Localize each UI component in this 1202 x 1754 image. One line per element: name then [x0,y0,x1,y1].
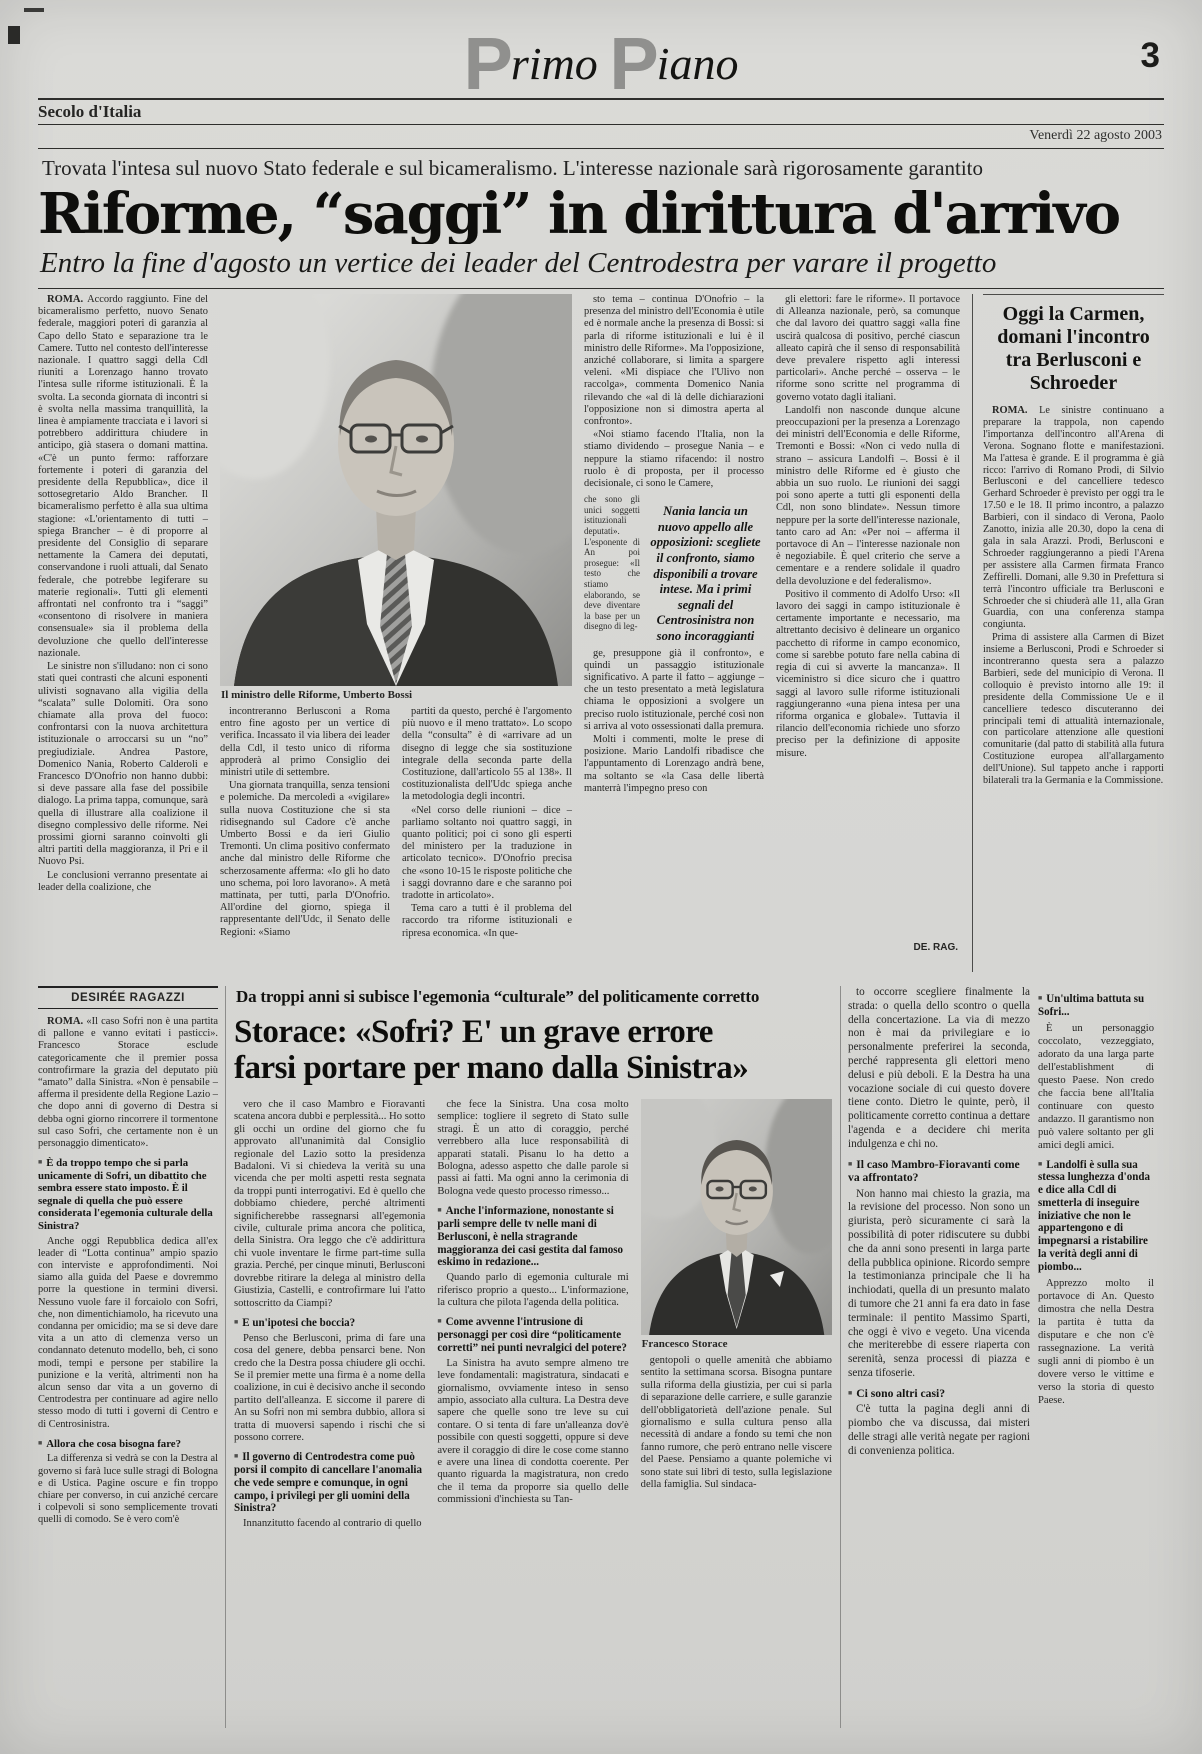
interview-left-text [38,1016,218,1716]
pull-quote: Nania lancia un nuovo appello alle opposizioni: scegliete il confronto, siamo disponibili a trovare intese. Ma i primi segnali del Centrosinistra non sono incoraggianti [650,504,761,643]
paragraph: ■ Un'ultima battuta su Sofri... [1038,992,1154,1019]
paragraph: ROMA. «Il caso Sofri non è una partita di pallone e vanno evitati i pasticci». Francesco Storace esclude categoricamente che il premier possa controfirmare la grazia del deputato più “amato” dalla Sinistra. «Non è pensabile – afferma il presidente della Regione Lazio – che dopo anni di governo di Destra si debba ogni giorno rincorrere il tormentone sul caso Sofri, che certamente non è un personaggio dimenticato». [38,1016,218,1150]
interview-byline: DESIRÉE RAGAZZI [38,986,218,1009]
paragraph: Le conclusioni verranno presentate ai leader della coalizione, che [38,869,208,893]
page-number: 3 [1140,36,1160,75]
lead-column-3 [402,706,572,964]
paragraph: Una giornata tranquilla, senza tensioni e polemiche. Da mercoledì a «vigilare» sulla nuova Costituzione che si sta ridisegnando sul Cadore c'è anche Umberto Bossi e da ieri Giulio Tremonti. Un clima positivo confermato anche dal ministro delle Riforme che scherzosamente afferma: «Io gli ho dato uno schema, poi loro lavorano». A metà mattinata, per tutti, parla D'Onofrio. All'ordine del giorno, spiega il rappresentante dell'Udc, il Senato delle Regioni: «Siamo [220,780,390,938]
page-header [38,20,1164,105]
interview-headline-line-1: Storace: «Sofri? E' un grave errore [234,1014,713,1050]
paragraph: ■ Allora che cosa bisogna fare? [38,1437,218,1451]
lead-column-4-bottom [584,648,764,796]
sidebar-body [983,405,1164,788]
article-signature: DE. RAG. [913,942,958,953]
minister-bossi-photo [220,294,572,686]
paragraph: Le sinistre non s'illudano: non ci sono stati quei contrasti che alcuni esponenti ulivisti sognavano alla vigilia della “scalata” sulle Dolomiti. Ora sono chiamate alla prova del fuoco: confrontarsi con la nuova architettura istituzionale o arroccarsi su un “no” pregiudiziale. Andrea Pastore, Domenico Nania, Roberto Calderoli e Francesco D'Onofrio non hanno dubbi: si deve passare alla fase del possibile dialogo. La prima tappa, comunque, sarà quella di illustrare alla coalizione il disegno complessivo delle riforme. Nei prossimi giorni saranno coinvolti gli altri partiti della maggioranza, il Pri e il Nuovo Psi. [38,661,208,868]
paragraph: gentopoli o quelle amenità che abbiamo sentito la settimana scorsa. Bisogna puntare sulla riforma della giustizia, per cui si parla di separazione delle carriere, e sulle garanzie dell'obbligatorietà dell'azione penale. Sul giornalismo e sulla cultura penso alla necessità di andare a fondo su temi che non fanno rumore, che però entrano nelle viscere del Paese. Pensiamo a quante polemiche vi sono state sui libri di testo, sulla legislazione della famiglia. Sul sindaca- [640,1355,832,1491]
paragraph: ■ Anche l'informazione, nonostante si parli sempre delle tv nelle mani di Berlusconi, è nella stragrande maggioranza dei casi gestita dal famoso eskimo in redazione... [437,1204,628,1269]
lead-column-4 [584,294,764,972]
interview-left-column [38,986,226,1728]
lead-subhead: Entro la fine d'agosto un vertice dei leader del Centrodestra per varare il progetto [40,247,997,279]
print-registration-mark [8,26,20,44]
paragraph: ■ E un'ipotesi che boccia? [234,1316,425,1330]
paragraph: La Sinistra ha avuto sempre almeno tre leve fondamentali: magistratura, sindacati e giornalismo, ovviamente inteso in senso ampio, associato alla cultura. La Destra deve sapere che quelle sono tre leve su cui contare. O si tenta di fare un'alleanza dov'è possibile con questi soggetti, oppure si deve avere il coraggio di dire le cose come stanno e avere una linea di condotta coerente. Per quanto riguarda la magistratura, non credo che il tema da proporre sia quello delle commissioni d'inchiesta su Tan- [437,1357,629,1506]
interview-right-column-2 [1038,986,1154,1728]
issue-date: Venerdì 22 agosto 2003 [1029,128,1162,143]
lead-column-4-top [584,294,764,491]
storace-photo [641,1099,832,1335]
paragraph: ■ Il governo di Centrodestra come può porsi il compito di cancellare l'anomalia che vede sempre e comunque, in ogni campo, i privilegi per gli uomini della Sinistra? [234,1450,425,1515]
paragraph: partiti da questo, perché è l'argomento più nuovo e il meno trattato». Lo scopo della “consulta” è di «arrivare ad un disegno di legge che sia sostituzione integrale della seconda parte della Costituzione, dall'articolo 55 al 138». Il costituzionalista dell'Udc spiega anche la metodologia degli incontri. [402,706,572,803]
lead-column-5-text [776,294,960,934]
paragraph: ROMA. Accordo raggiunto. Fine del bicameralismo perfetto, nuovo Senato federale, maggiori poteri di garanzia al Capo dello Stato e separazione tra le Camere. Tutto nel contesto dell'interesse nazionale. I quattro saggi della Cdl riuniti a Lorenzago hanno trovato l'intesa sulle riforme istituzionali. È la svolta. La seconda giornata di incontri si è svolta nella massima tranquillità, la linea è ampiamente tracciata e i lavori si potrebbero addirittura chiudere in anticipo, già stasera o domani mattina. «C'è un punto fermo: rafforzare fortemente i poteri di garanzia del presidente della Repubblica», dice il sottosegretario Aldo Brancher. Il bicameralismo perfetto è alla sua ultima stagione: «L'orientamento di tutti – spiega Brancher – è di proporre al presidente del Consiglio di separare nettamente la Camera dei deputati, conservandone i ruoli attuali, dal Senato federale, che potrebbe legiferare su materie regionali». Tutti gli elementi affrontati nel confronto tra i “saggi” «consentono di risolvere in maniera consensuale» sia il problema della devoluzione che quello dell'interesse nazionale. [38,294,208,659]
interview-column-b [437,1099,628,1709]
lead-headline: Riforme, “saggi” in dirittura d'arrivo [38,184,1120,244]
lead-column-1 [38,294,208,972]
paragraph: vero che il caso Mambro e Fioravanti scatena ancora dubbi e perplessità... Ho sotto gli occhi un ordine del giorno che fu approvato all'unanimità dal Consiglio regionale del Lazio sotto la presidenza Badaloni. Vi si chiedeva la verità su una vicenda che per molti aspetti resta segnata da troppi punti interrogativi. Ed è quello che dobbiamo chiedere, perché altrimenti significherebbe rassegnarsi all'egemonia civile, culturale prima ancora che politica, della Sinistra. Ora leggo che c'è addirittura chi vuole inventare le firme part-time sulla grazia. Perché, per cinque minuti, Berlusconi dovrebbe ritirare la delega al ministro della Giustizia, Castelli, e controfirmare lui l'atto sottoscritto da Ciampi? [234,1099,426,1309]
paragraph: Non hanno mai chiesto la grazia, ma la revisione del processo. Non sono un giurista, però sicuramente ci sarà la possibilità di poter ridiscutere su dubbi che da anni sono presenti in larga parte della pubblica opinione. Ricordo sempre la testimonianza principale che li ha inchiodati, quella di un presunto malato di tumore che 21 anni fa era dato in fase terminale: il pentito Massimo Sparti, che oggi è vivo e vegeto. Una vicenda che meriterebbe di essere riaperta con serenità, senza processi di piazza e senza tifoserie. [848,1187,1030,1379]
paragraph: sto tema – continua D'Onofrio – la presenza del ministro dell'Economia è utile ed è normale anche la presenza di Bossi: si parla di riforme istituzionali e lui è il ministro delle Riforme». Ma l'opposizione, anziché collaborare, si limita a spargere veleni. «Mi dispiace che l'Ulivo non raccolga», commenta Domenico Nania rilevando che «al di là delle dichiarazioni l'opposizione non si dimostra aperta al confronto». [584,294,764,428]
paragraph: ■ Il caso Mambro-Fioravanti come va affrontato? [848,1158,1030,1185]
lead-column-2 [220,706,390,964]
masthead-word-1: rimo [510,38,598,89]
sidebar-article [972,294,1164,972]
paragraph: incontreranno Berlusconi a Roma entro fine agosto per un vertice di verifica. Incassato il via libera dei leader della Cdl, il testo unico di riforma approderà al primo Consiglio dei ministri utile di settembre. [220,706,390,779]
storace-photo-caption: Francesco Storace [641,1338,728,1350]
paragraph: Prima di assistere alla Carmen di Bizet insieme a Berlusconi, Prodi e Schroeder si incontreranno questa sera a palazzo Barbieri, sede del municipio di Verona. Il colloquio è previsto intorno alle 19: il presidente della Commissione Ue e il cancelliere tedesco discuteranno dei principali temi di attualità internazionale, con particolare attenzione alle questioni comunitarie (dal patto di stabilità alla futura Costituzione europea all'allargamento dell'Unione). Sul tappeto anche i rapporti bilaterali tra la Germania e la Commissione. [983,632,1164,787]
masthead-word-2: iano [656,38,739,89]
paragraph: Landolfi non nasconde dunque alcune preoccupazioni per la presenza a Lorenzago dei ministri dell'Economia e delle Riforme, Tremonti e Bossi: «Non ci vedo nulla di strano – assicura Landolfi –. Bossi è il ministro delle Riforme ed è giusto che abbia un suo ruolo. Le riunioni dei saggi poi sono aperte a tutti gli esponenti della Cdl, non sono blindate». Nessun timore neppure per la sorte dell'interesse nazionale, tanto caro ad An: «Per noi – afferma il portavoce di An – l'interesse nazionale non è negoziabile. È quel criterio che serve a cementare e a rendere solidale il quadro della devoluzione e del federalismo». [776,404,960,587]
masthead-initial-2: P [609,22,657,105]
paragraph: Positivo il commento di Adolfo Urso: «Il lavoro dei saggi in campo istituzionale è certamente importante e necessario, ma altrettanto decisivo è delineare un organico pacchetto di riforme in campo economico, come si sarebbe potuto fare nella cabina di regia di cui si avverte la mancanza». Il viceministro si dice sicuro che i quattro saggi al lavoro sulle riforme istituzionali raggiungeranno «una piena intesa per una riforma organica e globale». Tuttavia il rilancio dell'economia richiede uno sforzo preciso per la definizione di apposite misure. [776,588,960,759]
lead-kicker: Trovata l'intesa sul nuovo Stato federale e sul bicameralismo. L'interesse nazionale sarà rigorosamente garantito [42,156,983,180]
bossi-photo-caption: Il ministro delle Riforme, Umberto Bossi [221,689,413,701]
paragraph: È un personaggio coccolato, vezzeggiato, adorato da una larga parte dell'establishment di questo Paese. Non credo che faccia bene all'Italia continuare con questo andazzo. Il garantismo non può valere soltanto per gli amici degli amici. [1038,1022,1154,1151]
interview-column-a [234,1099,425,1709]
paragraph: ROMA. Le sinistre continuano a preparare la trappola, non capendo l'importanza dell'incontro all'Arena di Verona. Sognano flotte e manifestazioni. Ma l'attesa è grande. E il programma è già ricco: l'arrivo di Romano Prodi, di Silvio Berlusconi e del cancelliere tedesco Gerhard Schroeder è previsto per oggi tra le 17.50 e le 18. Il primo incontro, a palazzo Barbieri, con il sindaco di Verona, Paolo Zanotto, inizia alle 20.30, dopo la cena di gala in sala Arazzi. Prodi, Berlusconi e Schroeder raggiungeranno a piedi l'Arena per assistere alla Carmen firmata Franco Zeffirelli. Domani, alle 9.30 in Prefettura si terrà l'incontro ufficiale tra Berlusconi e Schroeder che si chiuderà alle 11, alla Gran Guardia, con una conferenza stampa congiunta. [983,405,1164,631]
nameplate-row [38,100,1164,124]
print-registration-mark-2 [24,8,44,12]
paragraph: ■ È da troppo tempo che si parla unicamente di Sofri, un dibattito che sembra essere stato imposto. È il segnale di quella che può essere considerata l'egemonia culturale della Sinistra? [38,1156,218,1232]
wrap-text-beside-quote: che sono gli unici soggetti istituzionali deputati». L'esponente di An poi prosegue: «Il testo che stiamo elaborando, se deve diventare la base per un disegno di leg- [584,494,640,632]
interview-kicker: Da troppi anni si subisce l'egemonia “culturale” del politicamente corretto [236,987,760,1006]
paragraph: ■ Come avvenne l'intrusione di personaggi per così dire “politicamente corretti” nei punti nevralgici del potere? [437,1315,628,1354]
newspaper-name: Secolo d'Italia [38,102,142,121]
interview-headline [234,1014,832,1086]
paragraph: «Noi stiamo facendo l'Italia, non la stiamo dividendo – prosegue Nania – e neppure la stiamo rifacendo: il nostro ruolo è di proposta, per il processo decisionale, ci sono le Camere, [584,429,764,490]
paragraph: Quando parlo di egemonia culturale mi riferisco proprio a questo... L'informazione, la cultura che pilota l'agenda della politica. [437,1272,629,1308]
paragraph: to occorre scegliere finalmente la strada: o quella dello scontro o quella della concertazione. La via di mezzo non è mai da privilegiare e io personalmente preferirei la seconda, perché rappresenta gli elettori meno delusi e più deboli. E la Destra ha una vocazione sociale di cui questo dovere tiene conto. Dietro le quinte, però, il politicamente corretto continua a dettare l'agenda e a decidere chi merita indulgenza e chi no. [848,986,1030,1150]
paragraph: Apprezzo molto il portavoce di An. Questo dimostra che nella Destra la partita è tutta da disputare e che non c'è rassegnazione. La verità sugli anni di piombo è un dovere verso le vittime e verso la storia di questo Paese. [1038,1277,1154,1406]
paragraph: «Nel corso delle riunioni – dice – parliamo soltanto noi quattro saggi, in quanto politici; poi ci sono gli esperti del ministero per la traduzione in articolato tecnico». D'Onofrio precisa che «sono 10-15 le risposte politiche che i saggi dovranno dare e che saranno poi tradotte in articolato». [402,804,572,902]
pull-quote-row [584,494,764,644]
paragraph: gli elettori: fare le riforme». Il portavoce di Alleanza nazionale, però, sa comunque che dal lavoro dei quattro saggi «alla fine uscirà qualcosa di positivo, perché ciascun alleato capirà che il senso di responsabilità deve prevalere rispetto agli interessi particolari». Anche perché – osserva – le riforme sono scritte nel programma di governo votato dagli italiani. [776,294,960,403]
lead-rule [38,288,1164,289]
paragraph: ■ Landolfi è sulla sua stessa lunghezza d'onda e dice alla Cdl di smetterla di inseguire iniziative che non le appartengono e di impegnarsi a ristabilire la verità degli anni di piombo... [1038,1158,1154,1274]
paragraph: C'è tutta la pagina degli anni di piombo che va discussa, dai misteri delle stragi alle verità negate per ragioni di convenienza politica. [848,1403,1030,1457]
lead-article-body [38,294,1164,972]
masthead-initial-1: P [463,22,511,105]
paragraph: La differenza si vedrà se con la Destra al governo si farà luce sulle stragi di Bologna e di Ustica. Pagine oscure e fin troppo chiare per converso, in cui anziché cercare i colpevoli si sono semplicemente trovati quelli di comodo. Se è vero com'è [38,1453,218,1526]
paragraph: Tema caro a tutti è il problema del raccordo tra riforme istituzionali e ripresa economica. «In que- [402,903,572,939]
paragraph: Penso che Berlusconi, prima di fare una cosa del genere, debba pensarci bene. Non credo che la Destra possa chiudere gli occhi. Se il premier mette una firma è a nome della coalizione, in cui è decisivo anche il secondo partito dell'alleanza. E siccome il parere di An su Sofri non mi sembra dubbio, allora si tratta di muoversi sapendo i rischi che si possono correre. [234,1332,426,1443]
paragraph: Innanzitutto facendo al contrario di quello [243,1518,422,1530]
interview-photo-column [641,1099,832,1709]
paragraph: Molti i commenti, molte le prese di posizione. Mario Landolfi ribadisce che l'appuntamento di Lorenzago andrà bene, ma soltanto se «la Casa delle libertà manterrà l'impegno preso con [584,734,764,794]
paragraph: ge, presuppone già il confronto», e quindi un passaggio istituzionale significativo. A parte il fatto – aggiunge – che un testo presentato a metà legislatura chiama le opposizioni a svolgere un preciso ruolo istituzionale, perché così non si arriva al voto ossessionati dalla premura. [584,647,764,732]
interview-article [38,986,1164,1728]
sidebar-title: Oggi la Carmen, domani l'incontro tra Berlusconi e Schroeder [983,294,1164,395]
interview-column-c [641,1355,832,1709]
paragraph: che fece la Sinistra. Una cosa molto semplice: togliere il segreto di Stato sulle stragi. È un atto di coraggio, perché verrebbero alla luce responsabilità di apparati statali. Pisanu lo ha detto a Bologna, adesso aspetto che dalle parole si passi ai fatti. Ma ogni anno la cerimonia di Bologna vede questo processo rimesso... [437,1099,629,1197]
lead-center-columns [220,706,572,964]
lead-center-block [220,294,572,972]
paragraph: ■ Ci sono altri casi? [848,1387,1030,1401]
lead-column-5 [776,294,960,972]
interview-headline-line-2: farsi portare per mano dalla Sinistra» [234,1050,749,1086]
section-masthead [38,20,1164,105]
interview-right-column-1 [840,986,1030,1728]
paragraph: Anche oggi Repubblica dedica all'ex leader di “Lotta continua” ampio spazio con interviste e approfondimenti. Noi siamo alla guida del Paese e dovremmo porre la questione in termini diversi. Nessuno vuole fare il forcaiolo con Sofri, che, non dimentichiamolo, ha ricevuto una condanna per omicidio; ma se si deve dare vita a un atto di clemenza verso un condannato detenuto modello, beh, ci sono modi, tempi e persone per stabilire la punizione e la verità, altrimenti non ha alcun senso dar vita a un governo di Centrodestra per continuare ad agire nello stesso modo di tutti i governi di Centro e di Centrosinistra. [38,1235,218,1430]
interview-center-columns [234,1099,832,1709]
interview-center-block [234,986,832,1728]
